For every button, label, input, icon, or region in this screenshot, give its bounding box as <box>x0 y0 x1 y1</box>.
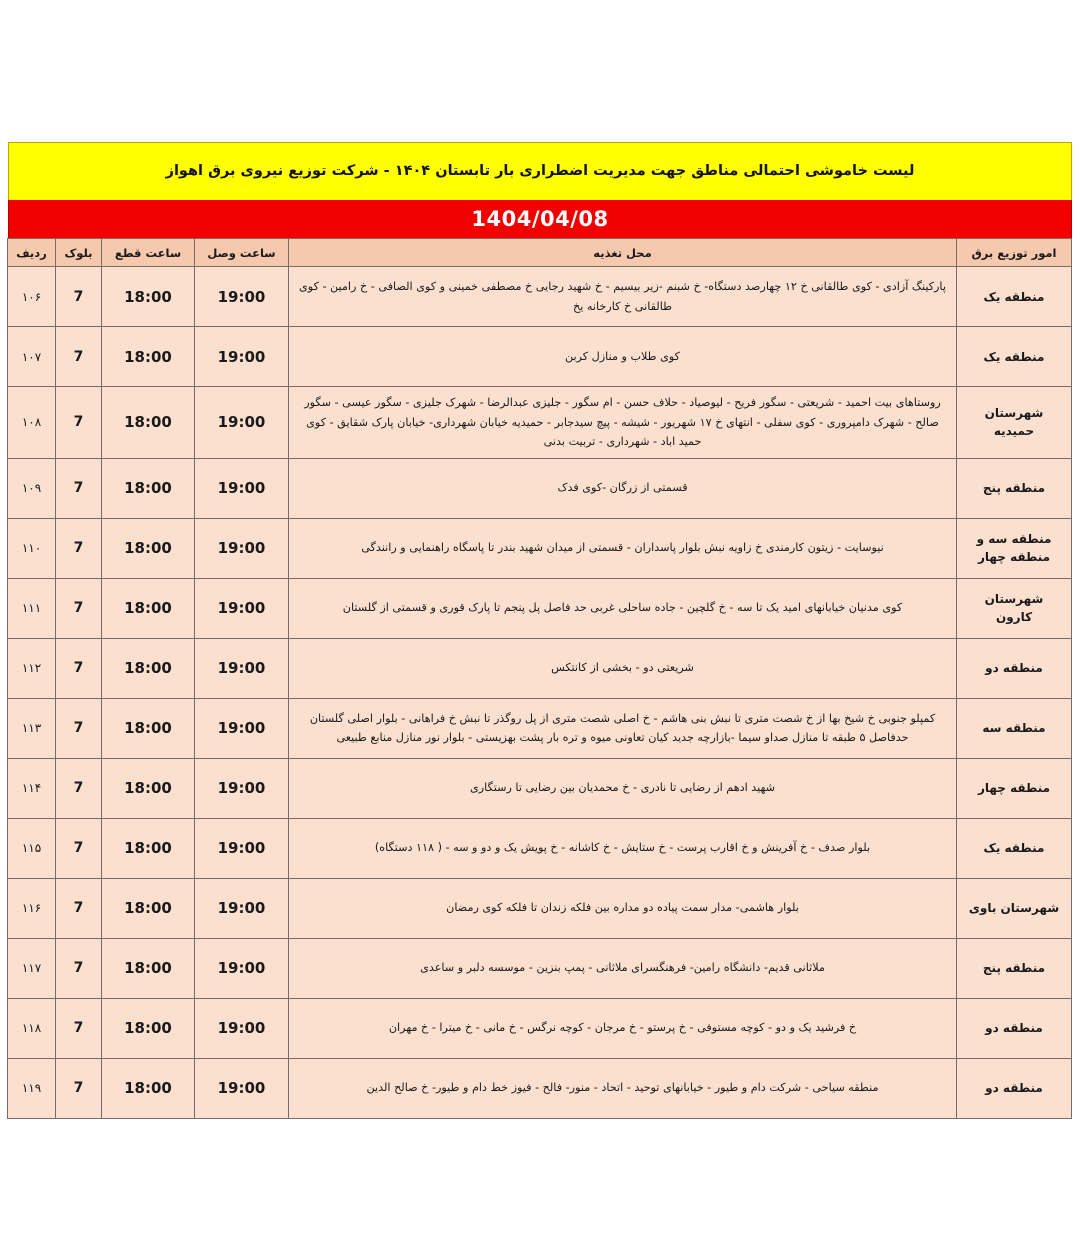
cell-feed-location: نیوسایت - زیتون کارمندی خ زاویه نبش بلوار پاسداران - قسمتی از میدان شهید بندر تا پاسگاه راهنمایی و رانندگی <box>289 518 957 578</box>
cell-block: 7 <box>56 758 102 818</box>
cell-on-time: 19:00 <box>195 758 289 818</box>
cell-area: منطقه یک <box>957 267 1072 327</box>
cell-off-time: 18:00 <box>102 387 195 459</box>
cell-feed-location: ملاثانی قدیم- دانشگاه رامین- فرهنگسرای ملاثانی - پمپ بنزین - موسسه دلبر و ساعدی <box>289 938 957 998</box>
cell-area: شهرستان حمیدیه <box>957 387 1072 459</box>
table-row <box>8 638 1072 698</box>
column-header-feed-location: محل تغذیه <box>289 239 957 267</box>
cell-feed-location: کوی طلاب و منازل کربن <box>289 327 957 387</box>
cell-on-time: 19:00 <box>195 387 289 459</box>
cell-block: 7 <box>56 878 102 938</box>
table-row <box>8 387 1072 459</box>
cell-off-time: 18:00 <box>102 758 195 818</box>
cell-area: منطقه سه <box>957 698 1072 758</box>
cell-area: منطقه دو <box>957 1058 1072 1118</box>
cell-off-time: 18:00 <box>102 578 195 638</box>
cell-block: 7 <box>56 698 102 758</box>
cell-feed-location: منطقه سیاحی - شرکت دام و طیور - خیابانهای توحید - اتحاد - منور- فالح - فیوز خط دام و طیور- خ صالح الدین <box>289 1058 957 1118</box>
table-row <box>8 327 1072 387</box>
cell-row-number: ۱۰۹ <box>8 458 56 518</box>
cell-on-time: 19:00 <box>195 818 289 878</box>
cell-feed-location: کوی مدنیان خیابانهای امید یک تا سه - خ گلچین - جاده ساحلی غربی حد فاصل پل پنجم تا پارک قوری و قسمتی از گلستان <box>289 578 957 638</box>
cell-on-time: 19:00 <box>195 518 289 578</box>
table-row <box>8 698 1072 758</box>
cell-row-number: ۱۱۴ <box>8 758 56 818</box>
column-header-row: ردیف <box>8 239 56 267</box>
cell-feed-location: قسمتی از زرگان -کوی فدک <box>289 458 957 518</box>
table-header-row <box>8 239 1072 267</box>
cell-on-time: 19:00 <box>195 878 289 938</box>
table-row <box>8 458 1072 518</box>
column-header-area: امور توزیع برق <box>957 239 1072 267</box>
cell-row-number: ۱۰۶ <box>8 267 56 327</box>
table-row <box>8 758 1072 818</box>
document-title-bar <box>8 142 1072 200</box>
cell-off-time: 18:00 <box>102 938 195 998</box>
cell-block: 7 <box>56 1058 102 1118</box>
cell-row-number: ۱۱۰ <box>8 518 56 578</box>
cell-on-time: 19:00 <box>195 578 289 638</box>
cell-off-time: 18:00 <box>102 638 195 698</box>
page-title: لیست خاموشی احتمالی مناطق جهت مدیریت اضطراری بار تابستان ۱۴۰۴ - شرکت توزیع نیروی برق اهواز <box>165 163 915 180</box>
cell-on-time: 19:00 <box>195 938 289 998</box>
cell-feed-location: پارکینگ آزادی - کوی طالقانی خ ۱۲ چهارصد دستگاه- خ شبنم -زیر بیسیم - خ شهید رجایی خ مصطفی خمینی و کوی الصافی - خ رامین - کوی طالقانی خ کارخانه یخ <box>289 267 957 327</box>
cell-row-number: ۱۰۸ <box>8 387 56 459</box>
table-row <box>8 878 1072 938</box>
cell-feed-location: روستاهای بیت احمید - شریعتی - سگور فریح - لیوصیاد - حلاف حسن - ام سگور - جلیزی عبدالرضا - شهرک جلیزی - سگور عیسی - سگور صالح - شهرک دامپروری - کوی سفلی - انتهای خ ۱۷ شهریور - شیشه - پیچ سیدجابر - حمیدیه خیابان شهرداری- خیابان پارک شقایق - کوی حمید اباد - شهرداری - تربیت بدنی <box>289 387 957 459</box>
cell-on-time: 19:00 <box>195 1058 289 1118</box>
column-header-on-time: ساعت وصل <box>195 239 289 267</box>
table-body <box>8 267 1072 1119</box>
cell-feed-location: بلوار هاشمی- مدار سمت پیاده دو مداره بین فلکه زندان تا فلکه کوی رمضان <box>289 878 957 938</box>
cell-off-time: 18:00 <box>102 878 195 938</box>
cell-on-time: 19:00 <box>195 267 289 327</box>
cell-block: 7 <box>56 938 102 998</box>
cell-area: شهرستان کارون <box>957 578 1072 638</box>
table-row <box>8 998 1072 1058</box>
cell-area: منطقه چهار <box>957 758 1072 818</box>
cell-area: منطقه یک <box>957 327 1072 387</box>
cell-off-time: 18:00 <box>102 698 195 758</box>
cell-block: 7 <box>56 518 102 578</box>
cell-block: 7 <box>56 458 102 518</box>
cell-on-time: 19:00 <box>195 327 289 387</box>
cell-off-time: 18:00 <box>102 458 195 518</box>
cell-block: 7 <box>56 327 102 387</box>
cell-area: منطقه سه و منطقه چهار <box>957 518 1072 578</box>
outage-table <box>7 238 1072 1119</box>
cell-on-time: 19:00 <box>195 458 289 518</box>
cell-on-time: 19:00 <box>195 638 289 698</box>
table-row <box>8 1058 1072 1118</box>
cell-row-number: ۱۱۹ <box>8 1058 56 1118</box>
table-row <box>8 267 1072 327</box>
cell-area: منطقه دو <box>957 998 1072 1058</box>
cell-row-number: ۱۱۱ <box>8 578 56 638</box>
cell-row-number: ۱۱۷ <box>8 938 56 998</box>
column-header-off-time: ساعت قطع <box>102 239 195 267</box>
cell-feed-location: شریعتی دو - بخشی از کانتکس <box>289 638 957 698</box>
schedule-date: 1404/04/08 <box>471 207 609 231</box>
cell-on-time: 19:00 <box>195 998 289 1058</box>
outage-schedule-sheet <box>8 142 1072 1119</box>
column-header-block: بلوک <box>56 239 102 267</box>
cell-off-time: 18:00 <box>102 998 195 1058</box>
cell-off-time: 18:00 <box>102 1058 195 1118</box>
cell-feed-location: بلوار صدف - خ آفرینش و خ اقارب پرست - خ ستایش - خ کاشانه - خ پویش یک و دو و سه - ( ۱۱۸ دستگاه) <box>289 818 957 878</box>
cell-block: 7 <box>56 638 102 698</box>
cell-row-number: ۱۱۵ <box>8 818 56 878</box>
cell-block: 7 <box>56 818 102 878</box>
table-header <box>8 239 1072 267</box>
cell-off-time: 18:00 <box>102 518 195 578</box>
table-row <box>8 818 1072 878</box>
cell-block: 7 <box>56 387 102 459</box>
cell-feed-location: خ فرشید یک و دو - کوچه مستوفی - خ پرستو - خ مرجان - کوچه نرگس - خ مانی - خ میترا - خ مهران <box>289 998 957 1058</box>
cell-row-number: ۱۱۸ <box>8 998 56 1058</box>
cell-off-time: 18:00 <box>102 267 195 327</box>
cell-row-number: ۱۱۶ <box>8 878 56 938</box>
cell-off-time: 18:00 <box>102 818 195 878</box>
cell-block: 7 <box>56 998 102 1058</box>
cell-off-time: 18:00 <box>102 327 195 387</box>
table-row <box>8 938 1072 998</box>
cell-area: منطقه پنج <box>957 458 1072 518</box>
cell-feed-location: کمپلو جنوبی خ شیخ بها از خ شصت متری تا نبش بنی هاشم - خ اصلی شصت متری از پل روگذر تا نبش خ فراهانی - بلوار اصلی گلستان حدفاصل ۵ طبقه تا منازل صداو سیما -بازارچه جدید کیان تعاونی میوه و تره بار پشت بهزیستی - بلوار نور منازل منابع طبیعی <box>289 698 957 758</box>
cell-block: 7 <box>56 578 102 638</box>
cell-on-time: 19:00 <box>195 698 289 758</box>
cell-feed-location: شهید ادهم از رضایی تا نادری - خ محمدیان بین رضایی تا رستگاری <box>289 758 957 818</box>
cell-area: منطقه پنج <box>957 938 1072 998</box>
table-row <box>8 518 1072 578</box>
cell-row-number: ۱۰۷ <box>8 327 56 387</box>
cell-block: 7 <box>56 267 102 327</box>
table-row <box>8 578 1072 638</box>
cell-area: منطقه یک <box>957 818 1072 878</box>
cell-row-number: ۱۱۳ <box>8 698 56 758</box>
cell-area: شهرستان باوی <box>957 878 1072 938</box>
cell-row-number: ۱۱۲ <box>8 638 56 698</box>
document-date-bar <box>8 200 1072 238</box>
cell-area: منطقه دو <box>957 638 1072 698</box>
